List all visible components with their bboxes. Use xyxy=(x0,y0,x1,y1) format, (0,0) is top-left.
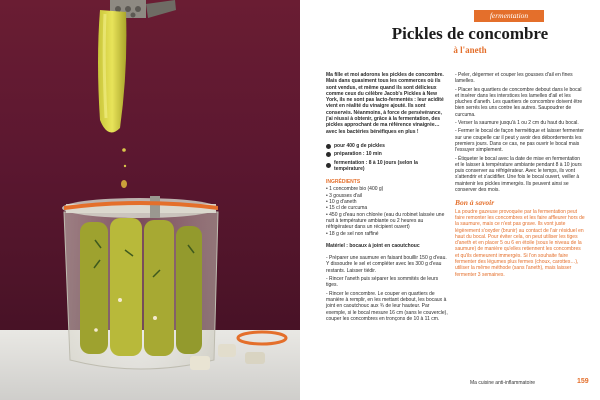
category-tag: fermentation xyxy=(474,10,544,22)
step-item: - Préparer une saumure en faisant bouillir 150 g d'eau. Y dissoudre le sel et compléter avec les 300 g d'eau restants. Laisser tiédir. xyxy=(326,255,447,274)
recipe-subtitle: à l'aneth xyxy=(453,45,487,55)
step-item: - Rincer l'aneth puis séparer les sommités de leurs tiges. xyxy=(326,276,439,289)
meta-prep: préparation : 10 min xyxy=(326,151,448,157)
garlic-clove xyxy=(245,352,265,364)
meta-yield: pour 400 g de pickles xyxy=(326,143,448,149)
jar-icon xyxy=(326,163,331,168)
ingredients-list xyxy=(326,186,448,236)
ingredient-item: • 450 g d'eau non chlorée (eau du robinet laissée une nuit à température ambiante ou 2 heures au réfrigérateur dans un récipient ouvert) xyxy=(326,211,445,231)
clock-icon xyxy=(326,152,331,157)
recipe-title: Pickles de concombre xyxy=(391,24,549,43)
ingredients-title: INGRÉDIENTS xyxy=(326,179,361,186)
step-item: - Placer les quartiers de concombre debout dans le bocal et insérer dans les interstices les lamelles d'ail et les pluches d'aneth. Les quartiers de concombre doivent être bien serrés les uns contre les autres. Saupoudrer de curcuma. xyxy=(455,86,583,118)
ingredient-item: • 10 g d'aneth xyxy=(326,199,357,206)
intro-paragraph: Ma fille et moi adorons les pickles de concombre. Mais dans quasiment tous les commerces où ils sont vendus, et même quand ils sont délicieux comme ceux du célèbre Jacob's Pickles à New York, ils ne sont pas lacto-fermentés : leur acidité vient en réalité du vinaigre ajouté. Ils sont conservés. Néanmoins, à force de persévérance, j'ai réussi à obtenir, grâce à la fermentation, des pickles approchant de ma référence vinaigrée… avec les bactéries bénéfiques en plus ! xyxy=(326,72,444,135)
step-item: - Peler, dégermer et couper les gousses d'ail en fines lamelles. xyxy=(455,72,573,85)
bowl-icon xyxy=(326,144,331,149)
glass-jar xyxy=(62,196,218,369)
recipe-meta xyxy=(326,143,448,172)
steps-list-left xyxy=(326,255,448,322)
tip-title: Bon à savoir xyxy=(455,198,495,208)
meta-ferment: fermentation : 8 à 10 jours (selon la température) xyxy=(326,160,448,173)
ingredient-item: • 18 g de sel non raffiné xyxy=(326,230,379,237)
step-item: - Fermer le bocal de façon hermétique et laisser fermenter sur une coupelle car il peut y avoir des débordements les premiers jours. Dans ce cas, ne pas ouvrir le bocal mais l'essuyer simplement. xyxy=(455,128,584,154)
ingredient-item: • 15 cl de curcuma xyxy=(326,205,368,212)
hanging-pickle xyxy=(98,10,126,133)
step-item: - Rincer le concombre. Le couper en quartiers de manière à remplir, en les mettant debout, les bocaux à joint en caoutchouc aux ¾ de leur hauteur. Par exemple, si le bocal mesure 16 cm (sans le couvercle), couper les concombres en tronçons de 10 à 11 cm. xyxy=(326,290,448,322)
ingredient-item: • 1 concombre bio (400 g) xyxy=(326,186,384,193)
step-item: - Verser la saumure jusqu'à 1 ou 2 cm du haut du bocal. xyxy=(455,120,579,127)
tip-body: La poudre gazeuse provoquée par la fermentation peut faire remonter les concombres et les faire affleurer hors de la saumure, mais ce n'est pas grave. Ils vont juste légèrement s'oxyder (brunir) au contact de l'air résiduel en haut du bocal. Pour éviter cela, on peut utiliser les tiges d'aneth et en placer 5 ou 6 en étoile (sous le niveau de la saumure) de manière qu'elles retiennent les concombres et qu'ils demeurent immergés. Si l'on souhaite faire fermenter des légumes plus fermes (choux, carottes…), utiliser la même méthode (sans l'aneth), mais laisser fermenter 3 semaines. xyxy=(455,208,585,278)
steps-list-right xyxy=(455,72,585,193)
garlic-clove xyxy=(190,356,210,370)
left-column xyxy=(326,72,448,324)
book-title-footer: Ma cuisine anti-inflammatoire xyxy=(470,380,536,386)
page-number: 159 xyxy=(577,378,589,385)
garlic-clove xyxy=(218,344,236,357)
right-column xyxy=(455,72,585,278)
step-item: - Étiqueter le bocal avec la date de mise en fermentation et le laisser à température ambiante pendant 8 à 10 jours puis conserver au réfrigérateur. Avec le temps, ils vont s'attendrir et s'acidifier. Une fois le bocal ouvert, veiller à maintenir les pickles immergés. Ils peuvent ainsi se conserver des mois. xyxy=(455,155,582,194)
ingredient-item: • 3 gousses d'ail xyxy=(326,192,363,199)
material-note: Matériel : bocaux à joint en caoutchouc xyxy=(326,242,420,249)
